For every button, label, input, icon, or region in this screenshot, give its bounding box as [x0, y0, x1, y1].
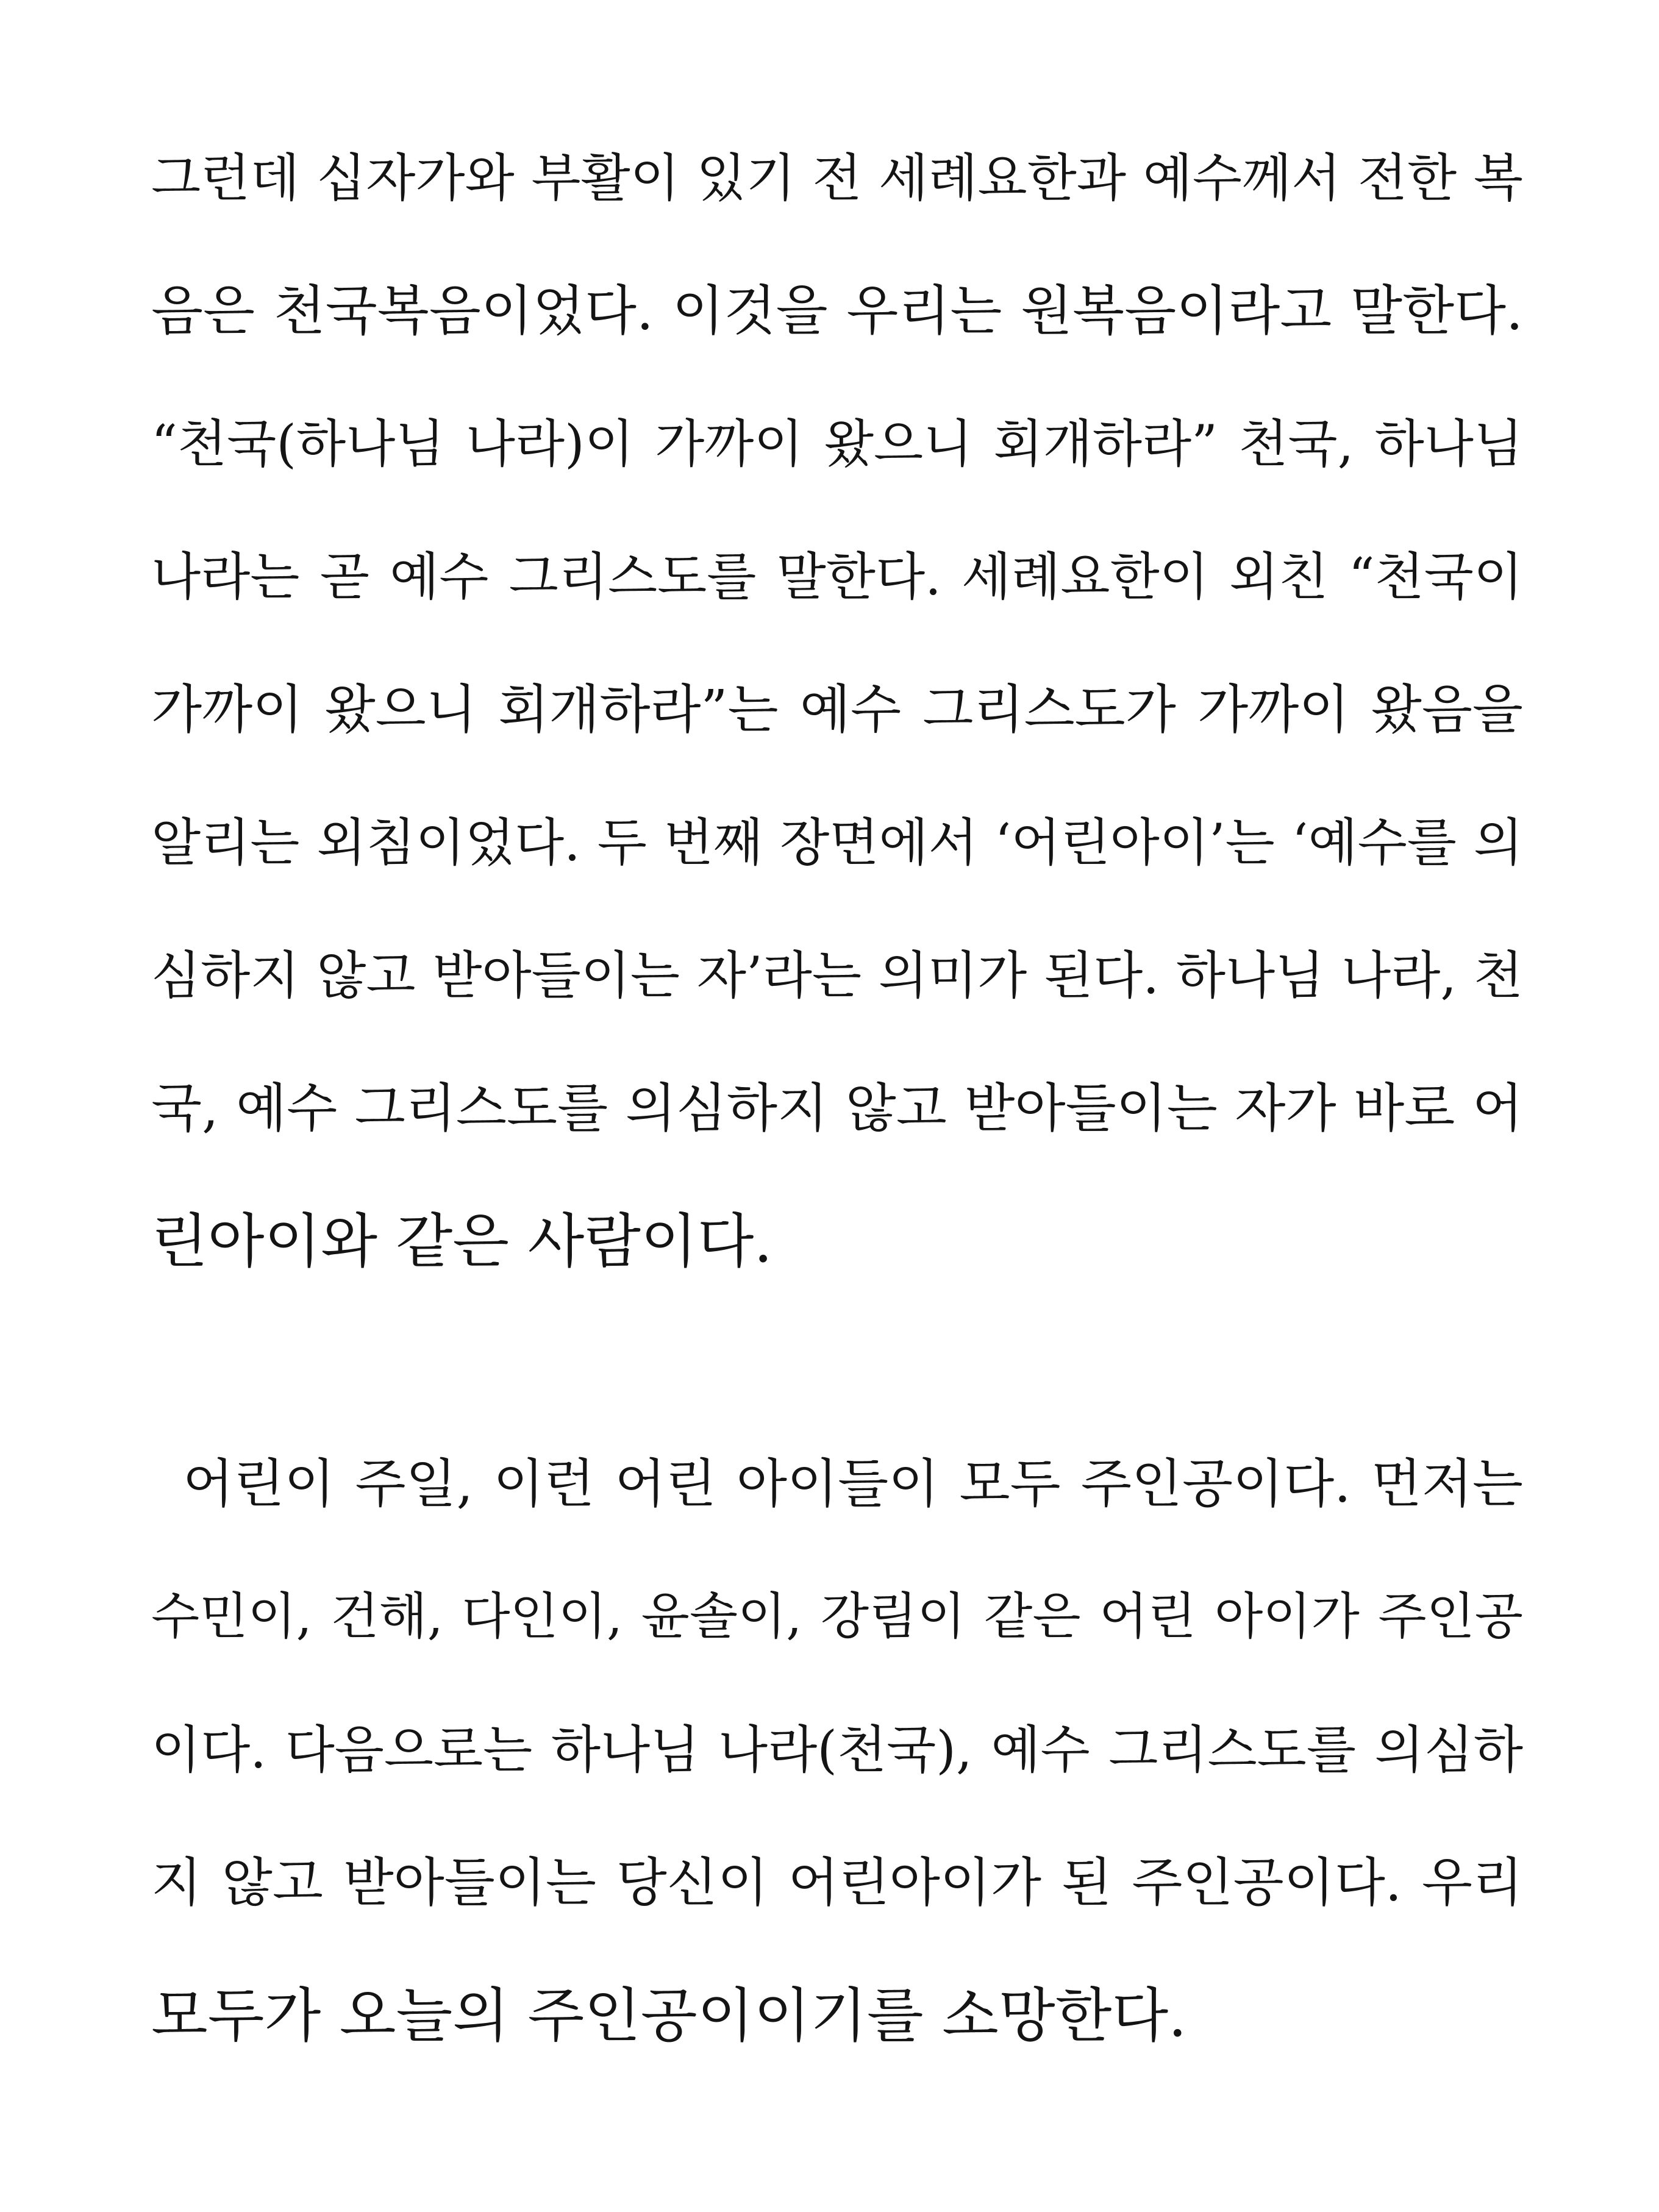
text-line: 린아이와 같은 사람이다.	[151, 1207, 772, 1275]
text-line: 이다. 다음으로는 하나님 나라(천국), 예수 그리스도를 의심하	[151, 1720, 1523, 1780]
text-line: 모두가 오늘의 주인공이이기를 소망한다.	[151, 1982, 1187, 2050]
text-line: 심하지 않고 받아들이는 자’라는 의미가 된다. 하나님 나라, 천	[151, 946, 1523, 1005]
text-line: 가까이 왔으니 회개하라”는 예수 그리스도가 가까이 왔음을	[151, 679, 1523, 740]
text-line: 그런데 십자가와 부활이 있기 전 세례요한과 예수께서 전한 복	[151, 148, 1523, 208]
text-line: “천국(하나님 나라)이 가까이 왔으니 회개하라” 천국, 하나님	[151, 414, 1523, 474]
text-line: 국, 예수 그리스도를 의심하지 않고 받아들이는 자가 바로 어	[151, 1078, 1523, 1139]
text-line: 알리는 외침이었다. 두 번째 장면에서 ‘어린아이’는 ‘예수를 의	[151, 813, 1523, 872]
text-line: 음은 천국복음이었다. 이것을 우리는 원복음이라고 말한다.	[151, 279, 1523, 342]
text-line: 수민이, 건해, 다인이, 윤솔이, 강림이 같은 어린 아이가 주인공	[151, 1588, 1523, 1646]
text-line: 지 않고 받아들이는 당신이 어린아이가 된 주인공이다. 우리	[151, 1852, 1523, 1913]
text-line: 나라는 곧 예수 그리스도를 말한다. 세례요한이 외친 “천국이	[151, 547, 1523, 607]
text-line: 어린이 주일, 이런 어린 아이들이 모두 주인공이다. 먼저는	[183, 1454, 1523, 1515]
